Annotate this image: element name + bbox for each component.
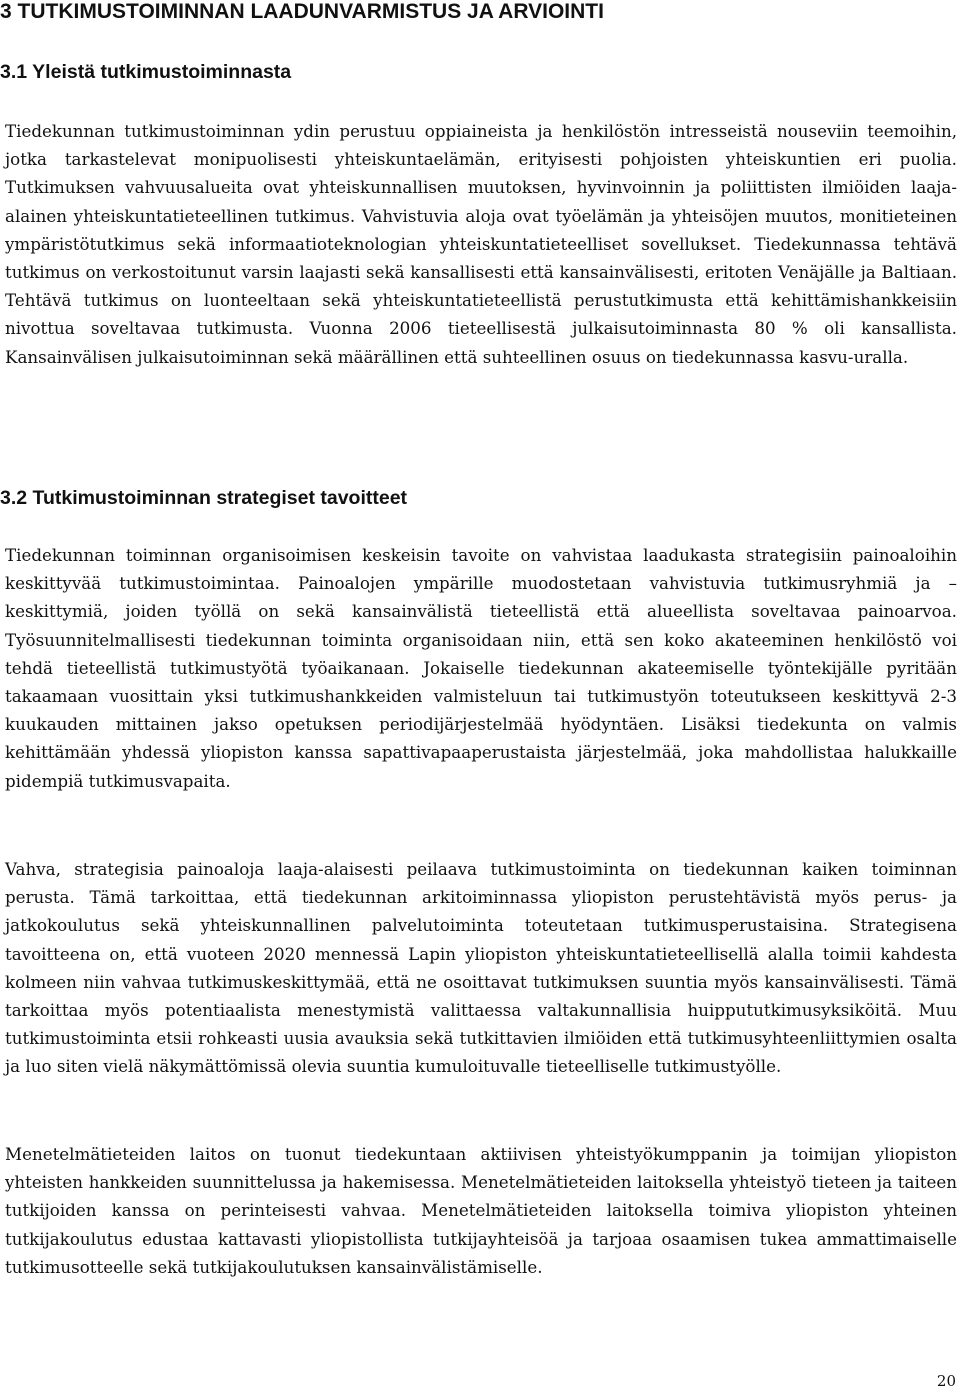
chapter-title: 3 TUTKIMUSTOIMINNAN LAADUNVARMISTUS JA ARVIOINTI: [0, 0, 604, 23]
paragraph: Tiedekunnan toiminnan organisoimisen keskeisin tavoite on vahvistaa laadukasta strategisiin painoaloihin keskittyvää tutkimustoimintaa. Painoalojen ympärille muodostetaan vahvistuvia tutkimusryhmiä ja –keskittymiä, joiden työllä on sekä kansainvälistä tieteellistä että alueellista soveltavaa painoarvoa. Työsuunnitelmallisesti tiedekunnan toiminta organisoidaan niin, että sen koko akateeminen henkilöstö voi tehdä tieteellistä tutkimustyötä työaikanaan. Jokaiselle tiedekunnan akateemiselle työntekijälle pyritään takaamaan vuosittain yksi tutkimushankkeiden valmisteluun tai tutkimustyön toteutukseen keskittyvä 2-3 kuukauden mittainen jakso opetuksen periodijärjestelmää hyödyntäen. Lisäksi tiedekunta on valmis kehittämään yhdessä yliopiston kanssa sapattivapaaperustaista järjestelmää, joka mahdollistaa halukkaille pidempiä tutkimusvapaita.: [5, 545, 957, 791]
page-number: 20: [936, 1372, 956, 1390]
paragraph: Vahva, strategisia painoaloja laaja-alaisesti peilaava tutkimustoiminta on tiedekunnan kaiken toiminnan perusta. Tämä tarkoittaa, että tiedekunnan arkitoiminnassa yliopiston perustehtävistä myös perus- ja jatkokoulutus sekä yhteiskunnallinen palvelutoiminta toteutetaan tutkimusperustaisina. Strategisena tavoitteena on, että vuoteen 2020 mennessä Lapin yliopiston yhteiskuntatieteellisellä alalla toimii kahdesta kolmeen niin vahvaa tutkimuskeskittymää, että ne osoittavat tutkimuksen suuntia myös kansainvälisesti. Tämä tarkoittaa myös potentiaalista menestymistä valittaessa valtakunnallisia huippututkimusyksiköitä. Muu tutkimustoiminta etsii rohkeasti uusia avauksia sekä tutkittavien ilmiöiden että tutkimusyhteenliittymien osalta ja luo siten vielä näkymättömissä olevia suuntia kumuloituvalle tieteelliselle tutkimustyölle.: [5, 859, 957, 1077]
section-heading-3-1: 3.1 Yleistä tutkimustoiminnasta: [0, 61, 292, 83]
section-heading-3-2: 3.2 Tutkimustoiminnan strategiset tavoitteet: [0, 487, 408, 509]
paragraph: Menetelmätieteiden laitos on tuonut tiedekuntaan aktiivisen yhteistyökumppanin ja toimijan yliopiston yhteisten hankkeiden suunnittelussa ja hakemisessa. Menetelmätieteiden laitoksella yhteistyö tieteen ja taiteen tutkijoiden kanssa on perinteisesti vahvaa. Menetelmätieteiden laitoksella toimiva yliopiston yhteinen tutkijakoulutus edustaa kattavasti yliopistollista tutkijayhteisöä ja tarjoaa osaamisen tukea ammattimaiselle tutkimusotteelle sekä tutkijakoulutuksen kansainvälistämiselle.: [5, 1144, 957, 1277]
paragraph: Tiedekunnan tutkimustoiminnan ydin perustuu oppiaineista ja henkilöstön intresseistä nouseviin teemoihin, jotka tarkastelevat monipuolisesti yhteiskuntaelämän, erityisesti pohjoisten yhteiskuntien eri puolia. Tutkimuksen vahvuusalueita ovat yhteiskunnallisen muutoksen, hyvinvoinnin ja poliittisten ilmiöiden laaja-alainen yhteiskuntatieteellinen tutkimus. Vahvistuvia aloja ovat työelämän ja yhteisöjen muutos, monitieteinen ympäristötutkimus sekä informaatioteknologian yhteiskuntatieteelliset sovellukset. Tiedekunnassa tehtävä tutkimus on verkostoitunut varsin laajasti sekä kansallisesti että kansainvälisesti, eritoten Venäjälle ja Baltiaan. Tehtävä tutkimus on luonteeltaan sekä yhteiskuntatieteellistä perustutkimusta että kehittämishankkeisiin nivottua soveltavaa tutkimusta. Vuonna 2006 tieteellisestä julkaisutoiminnasta 80 % oli kansallista. Kansainvälisen julkaisutoiminnan sekä määrällinen että suhteellinen osuus on tiedekunnassa kasvu-uralla.: [5, 121, 957, 367]
